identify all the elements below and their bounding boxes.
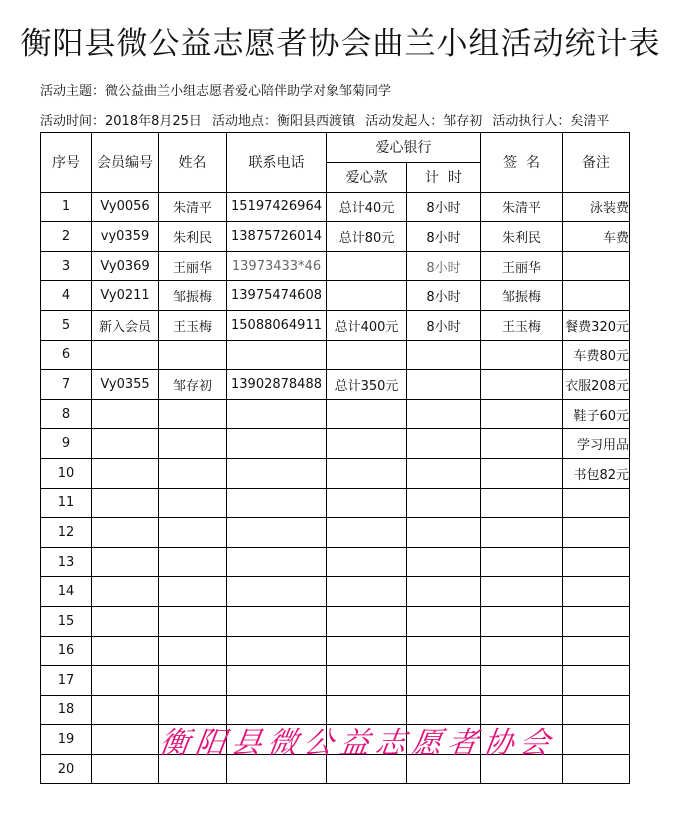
header-sign: 签 名 <box>481 133 563 193</box>
cell-donation <box>327 458 407 488</box>
cell-donation <box>327 399 407 429</box>
cell-name <box>159 429 227 459</box>
cell-donation <box>327 488 407 518</box>
cell-seq: 5 <box>41 310 92 340</box>
cell-donation: 总计80元 <box>327 222 407 252</box>
cell-sign <box>481 636 563 666</box>
cell-donation <box>327 547 407 577</box>
table-row <box>41 192 630 222</box>
cell-remark: 餐费320元 <box>563 310 630 340</box>
cell-seq: 12 <box>41 518 92 548</box>
activity-time: 活动时间：2018年8月25日 <box>40 114 202 129</box>
cell-seq: 6 <box>41 340 92 370</box>
cell-phone: 13902878488 <box>227 370 327 400</box>
cell-remark <box>563 251 630 281</box>
cell-sign <box>481 458 563 488</box>
cell-seq: 15 <box>41 606 92 636</box>
cell-phone <box>227 577 327 607</box>
cell-name: 王丽华 <box>159 251 227 281</box>
cell-seq: 2 <box>41 222 92 252</box>
cell-donation: 总计400元 <box>327 310 407 340</box>
cell-donation <box>327 251 407 281</box>
cell-member-id <box>92 458 159 488</box>
association-stamp: 衡阳县微公益志愿者协会 <box>157 726 558 761</box>
cell-remark <box>563 547 630 577</box>
table-row <box>41 488 630 518</box>
cell-hours: 8小时 <box>407 310 481 340</box>
cell-remark <box>563 636 630 666</box>
cell-seq: 10 <box>41 458 92 488</box>
cell-phone <box>227 666 327 696</box>
cell-remark: 车费80元 <box>563 340 630 370</box>
cell-member-id <box>92 488 159 518</box>
cell-hours <box>407 606 481 636</box>
activity-initiator: 活动发起人：邹存初 <box>365 114 483 129</box>
cell-name <box>159 606 227 636</box>
cell-seq: 18 <box>41 695 92 725</box>
header-love-bank: 爱心银行 <box>327 133 481 163</box>
cell-hours: 8小时 <box>407 222 481 252</box>
cell-seq: 20 <box>41 754 92 784</box>
cell-sign: 王丽华 <box>481 251 563 281</box>
cell-seq: 19 <box>41 725 92 755</box>
table-row <box>41 666 630 696</box>
cell-seq: 8 <box>41 399 92 429</box>
cell-donation <box>327 606 407 636</box>
cell-name: 王玉梅 <box>159 310 227 340</box>
cell-remark <box>563 488 630 518</box>
cell-name <box>159 458 227 488</box>
cell-name <box>159 488 227 518</box>
cell-name <box>159 518 227 548</box>
cell-hours <box>407 547 481 577</box>
cell-member-id <box>92 577 159 607</box>
cell-hours: 8小时 <box>407 281 481 311</box>
cell-hours <box>407 577 481 607</box>
cell-member-id: vy0359 <box>92 222 159 252</box>
cell-remark <box>563 725 630 755</box>
cell-sign <box>481 606 563 636</box>
table-row <box>41 606 630 636</box>
cell-member-id: Vy0211 <box>92 281 159 311</box>
cell-hours <box>407 666 481 696</box>
cell-phone <box>227 518 327 548</box>
cell-remark: 车费 <box>563 222 630 252</box>
cell-hours <box>407 370 481 400</box>
cell-member-id <box>92 518 159 548</box>
cell-seq: 11 <box>41 488 92 518</box>
cell-name: 朱利民 <box>159 222 227 252</box>
cell-hours <box>407 488 481 518</box>
table-row <box>41 577 630 607</box>
table-row <box>41 281 630 311</box>
header-seq: 序号 <box>41 133 92 193</box>
cell-member-id <box>92 725 159 755</box>
cell-member-id <box>92 399 159 429</box>
activity-meta <box>40 110 615 129</box>
cell-phone: 13875726014 <box>227 222 327 252</box>
cell-remark <box>563 754 630 784</box>
header-remark: 备注 <box>563 133 630 193</box>
cell-name <box>159 666 227 696</box>
activity-executor: 活动执行人：矣清平 <box>492 114 610 129</box>
cell-remark <box>563 281 630 311</box>
table-row <box>41 429 630 459</box>
cell-sign: 邹振梅 <box>481 281 563 311</box>
cell-sign <box>481 488 563 518</box>
cell-remark <box>563 666 630 696</box>
cell-hours <box>407 340 481 370</box>
cell-donation <box>327 340 407 370</box>
cell-donation: 总计350元 <box>327 370 407 400</box>
cell-remark: 鞋子60元 <box>563 399 630 429</box>
cell-donation <box>327 577 407 607</box>
cell-phone <box>227 636 327 666</box>
cell-sign: 朱利民 <box>481 222 563 252</box>
cell-sign <box>481 577 563 607</box>
cell-sign <box>481 370 563 400</box>
table-row <box>41 636 630 666</box>
header-donation: 爱心款 <box>327 162 407 192</box>
cell-hours <box>407 518 481 548</box>
cell-sign <box>481 429 563 459</box>
table-row <box>41 222 630 252</box>
table-row <box>41 547 630 577</box>
cell-remark <box>563 518 630 548</box>
cell-name: 邹振梅 <box>159 281 227 311</box>
cell-sign <box>481 666 563 696</box>
header-hours: 计 时 <box>407 162 481 192</box>
cell-phone: 15088064911 <box>227 310 327 340</box>
cell-seq: 3 <box>41 251 92 281</box>
cell-member-id <box>92 606 159 636</box>
cell-donation <box>327 429 407 459</box>
cell-member-id <box>92 695 159 725</box>
cell-sign: 朱清平 <box>481 192 563 222</box>
cell-remark: 衣服208元 <box>563 370 630 400</box>
cell-hours <box>407 636 481 666</box>
cell-name: 朱清平 <box>159 192 227 222</box>
cell-member-id <box>92 429 159 459</box>
cell-sign <box>481 547 563 577</box>
cell-donation <box>327 666 407 696</box>
cell-remark: 泳装费 <box>563 192 630 222</box>
cell-member-id <box>92 636 159 666</box>
cell-remark: 书包82元 <box>563 458 630 488</box>
cell-phone <box>227 340 327 370</box>
cell-phone <box>227 488 327 518</box>
cell-phone <box>227 458 327 488</box>
table-row <box>41 458 630 488</box>
cell-remark <box>563 577 630 607</box>
header-phone: 联系电话 <box>227 133 327 193</box>
activity-theme: 活动主题：微公益曲兰小组志愿者爱心陪伴助学对象邹菊同学 <box>40 84 392 99</box>
cell-phone <box>227 429 327 459</box>
cell-hours <box>407 399 481 429</box>
header-member-id: 会员编号 <box>92 133 159 193</box>
cell-member-id: 新入会员 <box>92 310 159 340</box>
cell-seq: 9 <box>41 429 92 459</box>
cell-remark <box>563 606 630 636</box>
cell-donation <box>327 518 407 548</box>
cell-donation: 总计40元 <box>327 192 407 222</box>
cell-seq: 1 <box>41 192 92 222</box>
cell-member-id <box>92 666 159 696</box>
cell-phone <box>227 547 327 577</box>
cell-member-id <box>92 547 159 577</box>
cell-name <box>159 399 227 429</box>
cell-name <box>159 547 227 577</box>
table-row <box>41 399 630 429</box>
cell-donation <box>327 281 407 311</box>
cell-member-id <box>92 340 159 370</box>
cell-remark: 学习用品 <box>563 429 630 459</box>
table-row <box>41 251 630 281</box>
cell-name <box>159 636 227 666</box>
cell-name <box>159 577 227 607</box>
activity-place: 活动地点：衡阳县西渡镇 <box>212 114 356 129</box>
cell-hours: 8小时 <box>407 192 481 222</box>
cell-seq: 13 <box>41 547 92 577</box>
cell-member-id: Vy0369 <box>92 251 159 281</box>
table-row <box>41 340 630 370</box>
cell-name: 邹存初 <box>159 370 227 400</box>
cell-member-id <box>92 754 159 784</box>
table-row <box>41 518 630 548</box>
cell-sign <box>481 340 563 370</box>
cell-remark <box>563 695 630 725</box>
cell-sign <box>481 399 563 429</box>
cell-member-id: Vy0355 <box>92 370 159 400</box>
cell-sign: 王玉梅 <box>481 310 563 340</box>
cell-phone: 15197426964 <box>227 192 327 222</box>
cell-seq: 4 <box>41 281 92 311</box>
cell-hours <box>407 458 481 488</box>
stats-table <box>40 132 630 784</box>
table-row <box>41 370 630 400</box>
cell-seq: 16 <box>41 636 92 666</box>
header-name: 姓名 <box>159 133 227 193</box>
cell-hours: 8小时 <box>407 251 481 281</box>
cell-seq: 17 <box>41 666 92 696</box>
cell-phone: 13973433*46 <box>227 251 327 281</box>
cell-sign <box>481 518 563 548</box>
page-title: 衡阳县微公益志愿者协会曲兰小组活动统计表 <box>20 26 661 62</box>
cell-seq: 14 <box>41 577 92 607</box>
cell-donation <box>327 636 407 666</box>
cell-member-id: Vy0056 <box>92 192 159 222</box>
cell-name <box>159 340 227 370</box>
cell-phone <box>227 606 327 636</box>
cell-phone <box>227 399 327 429</box>
table-row <box>41 310 630 340</box>
cell-hours <box>407 429 481 459</box>
cell-phone: 13975474608 <box>227 281 327 311</box>
cell-seq: 7 <box>41 370 92 400</box>
